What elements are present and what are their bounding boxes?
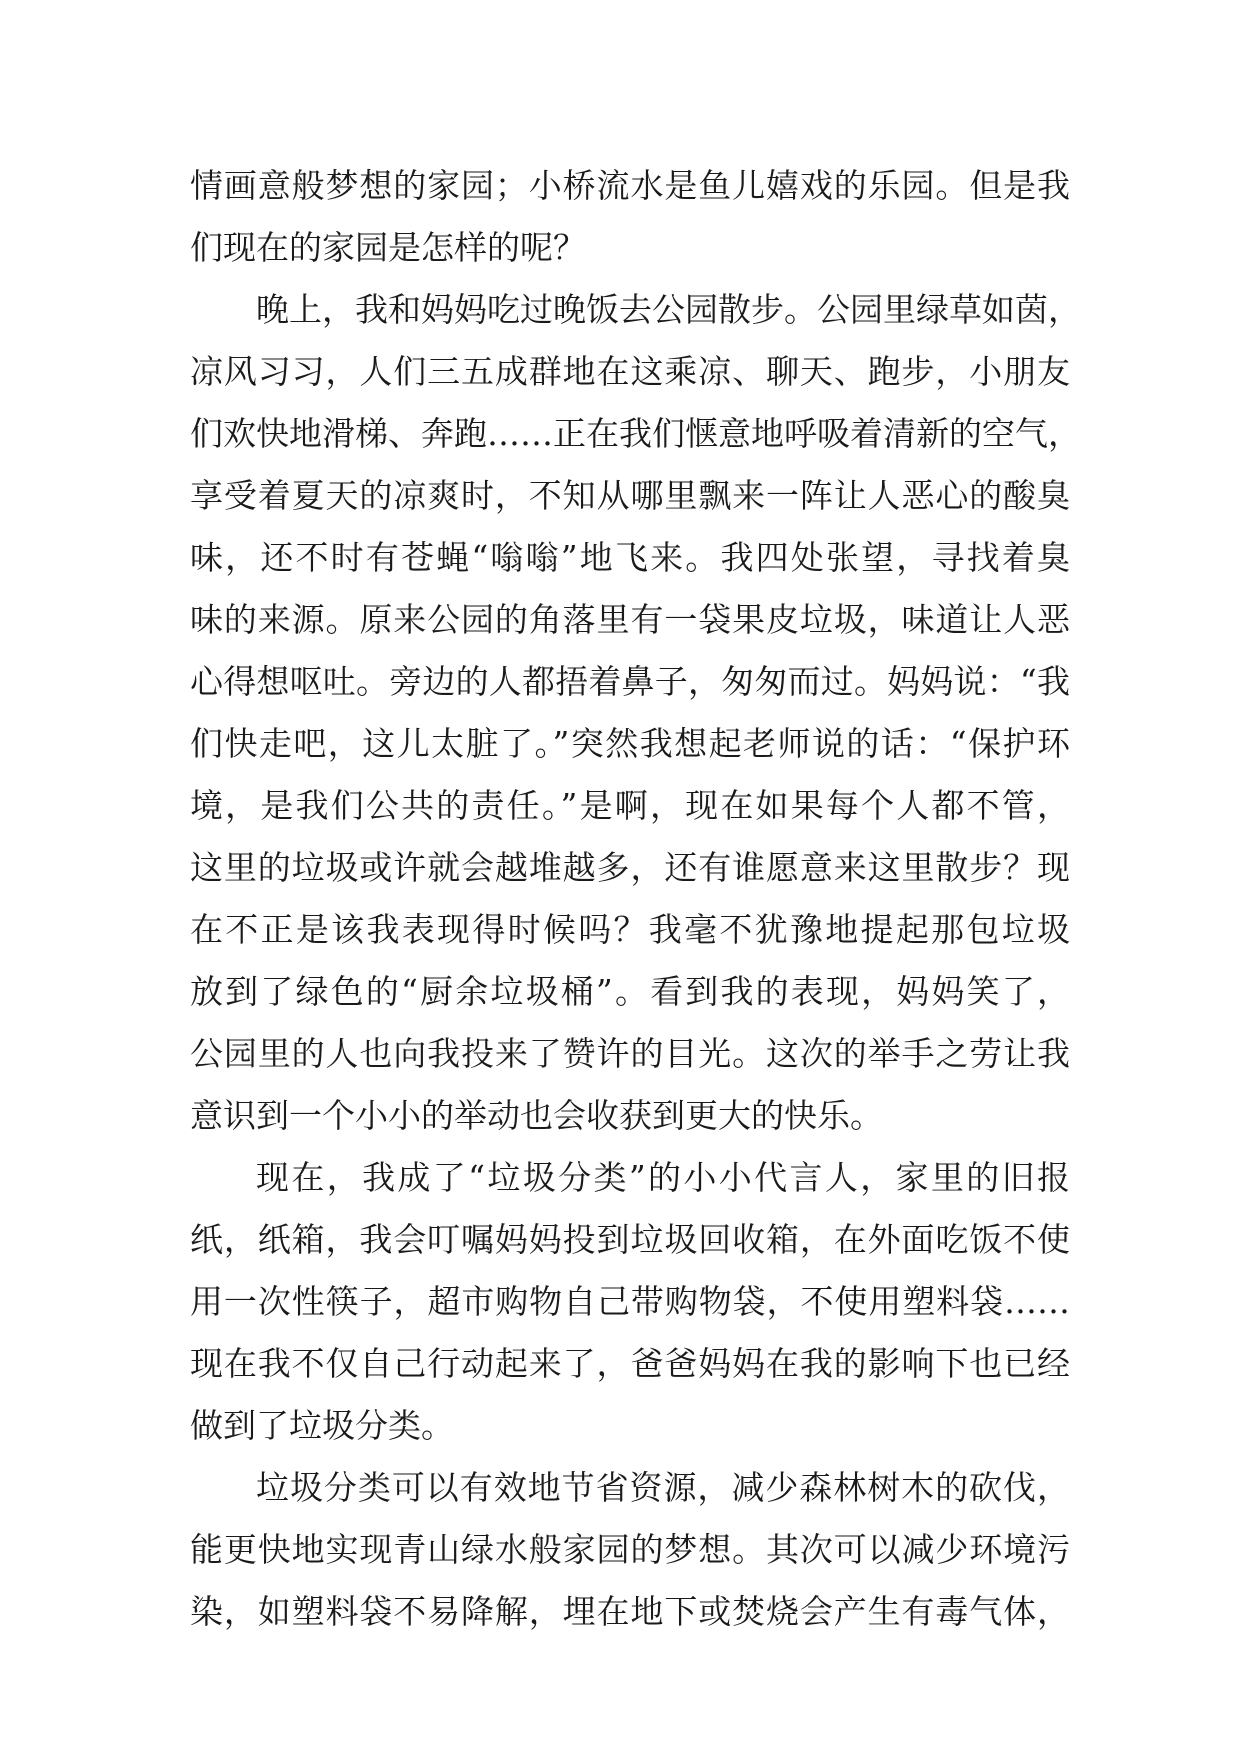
- text-line: 放到了绿色的“厨余垃圾桶”。看到我的表现，妈妈笑了，: [190, 972, 1070, 1011]
- text-line: 公园里的人也向我投来了赞许的目光。这次的举手之劳让我: [190, 1034, 1070, 1073]
- text-line: 们快走吧，这儿太脏了。”突然我想起老师说的话：“保护环: [190, 724, 1070, 763]
- text-line: 能更快地实现青山绿水般家园的梦想。其次可以减少环境污: [190, 1530, 1070, 1569]
- text-line: 在不正是该我表现得时候吗？我毫不犹豫地提起那包垃圾: [190, 910, 1070, 949]
- text-line: 意识到一个小小的举动也会收获到更大的快乐。: [190, 1096, 883, 1135]
- text-line: 做到了垃圾分类。: [190, 1406, 454, 1445]
- text-line: 味的来源。原来公园的角落里有一袋果皮垃圾，味道让人恶: [190, 600, 1070, 639]
- text-line: 垃圾分类可以有效地节省资源，减少森林树木的砍伐，: [256, 1468, 1070, 1507]
- text-line: 们欢快地滑梯、奔跑……正在我们惬意地呼吸着清新的空气，: [190, 414, 1081, 453]
- text-line: 纸，纸箱，我会叮嘱妈妈投到垃圾回收箱，在外面吃饭不使: [190, 1220, 1070, 1259]
- text-line: 染，如塑料袋不易降解，埋在地下或焚烧会产生有毒气体，: [190, 1592, 1070, 1631]
- text-line: 境，是我们公共的责任。”是啊，现在如果每个人都不管，: [190, 786, 1070, 825]
- text-line: 晚上，我和妈妈吃过晚饭去公园散步。公园里绿草如茵，: [256, 290, 1081, 329]
- text-line: 心得想呕吐。旁边的人都捂着鼻子，匆匆而过。妈妈说：“我: [190, 662, 1070, 701]
- essay-body: [190, 155, 1081, 1643]
- text-line: 现在我不仅自己行动起来了，爸爸妈妈在我的影响下也已经: [190, 1344, 1070, 1383]
- text-line: 这里的垃圾或许就会越堆越多，还有谁愿意来这里散步？现: [190, 848, 1070, 887]
- text-line: 现在，我成了“垃圾分类”的小小代言人，家里的旧报: [256, 1158, 1070, 1197]
- text-line: 情画意般梦想的家园；小桥流水是鱼儿嬉戏的乐园。但是我: [190, 166, 1070, 205]
- text-line: 用一次性筷子，超市购物自己带购物袋，不使用塑料袋……: [190, 1282, 1070, 1321]
- text-line: 享受着夏天的凉爽时，不知从哪里飘来一阵让人恶心的酸臭: [190, 476, 1070, 515]
- text-line: 味，还不时有苍蝇“嗡嗡”地飞来。我四处张望，寻找着臭: [190, 538, 1070, 577]
- text-line: 凉风习习，人们三五成群地在这乘凉、聊天、跑步，小朋友: [190, 352, 1070, 391]
- text-line: 们现在的家园是怎样的呢？: [190, 228, 586, 267]
